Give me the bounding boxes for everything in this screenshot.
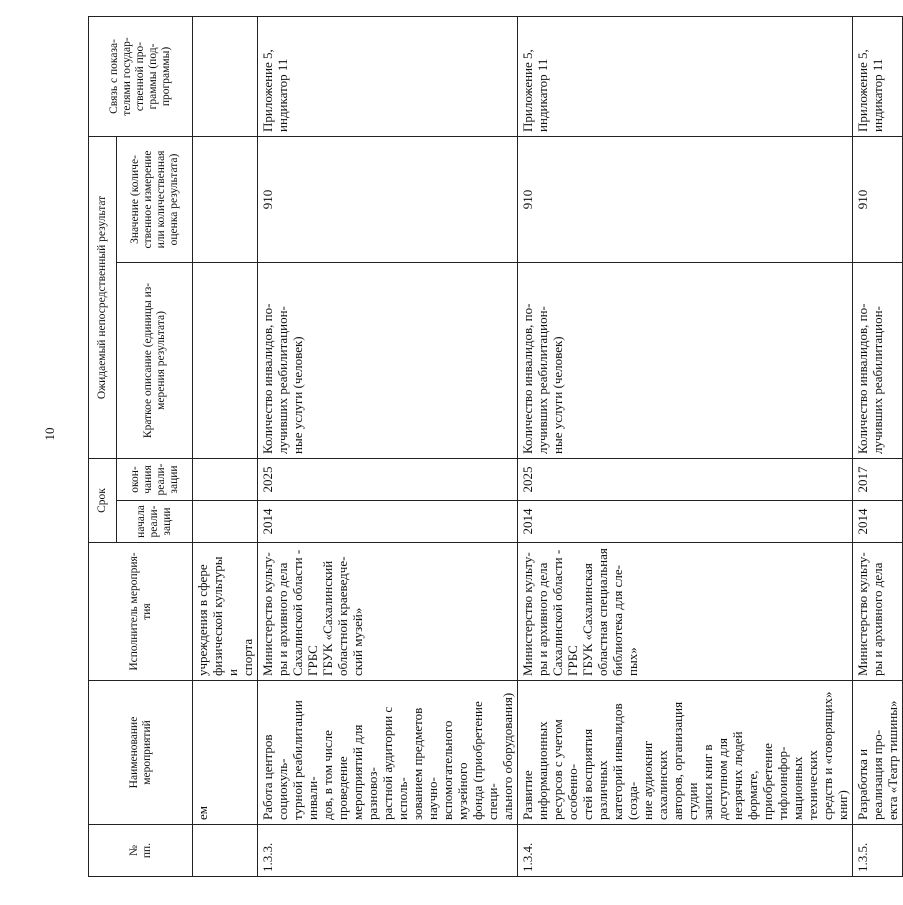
page-number: 10: [42, 427, 57, 441]
row-value: [193, 136, 258, 262]
row-end: 2025: [518, 458, 853, 500]
table-row: [193, 16, 258, 876]
row-executor: Министерство культу- ры и архивного дела Сахалинской области - ГРБС ГБУК «Сахалинская областная специальная библиотека для сле- пых»: [518, 543, 853, 681]
row-name: Развитие информационных ресурсов с учетом особенно- стей восприятия различных категорий инвалидов (созда- ние аудиокниг сахалинских авторов, организация студии записи книг в доступном для незрячих людей формате, приобретение тифлоинфор- мационных технических средств и «говорящих» книг): [518, 681, 853, 825]
row-value: 910: [518, 136, 853, 262]
header-result: Ожидаемый непосредственный результат: [89, 136, 117, 458]
table-row: [518, 16, 853, 876]
row-num: 1.3.4.: [518, 825, 853, 877]
row-start: 2014: [518, 501, 853, 543]
header-program-link: Связь с показа- телями государ- ственной про- граммы (под- программы): [89, 16, 193, 136]
row-end: 2017: [853, 458, 903, 500]
row-start: [193, 501, 258, 543]
row-num: [193, 825, 258, 877]
row-end: [193, 458, 258, 500]
row-program-link: [193, 16, 258, 136]
row-description: Количество инвалидов, по- лучивших реабилитацион- ные услуги (человек): [258, 262, 518, 458]
header-row-top: [89, 16, 117, 876]
row-start: 2014: [853, 501, 903, 543]
header-description: Краткое описание (единицы из- мерения результата): [117, 262, 193, 458]
header-num: № пп.: [89, 825, 193, 877]
row-name: Разработка и реализация про- екта «Театр тишины»: [853, 681, 903, 825]
table-row: [258, 16, 518, 876]
row-end: 2025: [258, 458, 518, 500]
header-value: Значение (количе- ственное измерение или количественная оценка результата): [117, 136, 193, 262]
measures-table: [88, 16, 903, 877]
row-description: Количество инвалидов, по- лучивших реабилитацион- ные услуги (человек): [518, 262, 853, 458]
row-executor: учреждения в сфере физической культуры и спорта: [193, 543, 258, 681]
row-program-link: Приложение 5, индикатор 11: [258, 16, 518, 136]
header-executor: Исполнитель мероприя- тия: [89, 543, 193, 681]
row-value: 910: [258, 136, 518, 262]
measures-table-sheet: [88, 17, 900, 877]
header-name: Наименование мероприятий: [89, 681, 193, 825]
row-description: [193, 262, 258, 458]
row-start: 2014: [258, 501, 518, 543]
row-description: Количество инвалидов, по- лучивших реабилитацион-: [853, 262, 903, 458]
header-start: начала реали- зации: [117, 501, 193, 543]
row-num: 1.3.5.: [853, 825, 903, 877]
table-row: [853, 16, 903, 876]
row-program-link: Приложение 5, индикатор 11: [518, 16, 853, 136]
header-term: Срок: [89, 458, 117, 542]
row-executor: Министерство культу- ры и архивного дела: [853, 543, 903, 681]
row-name: ем: [193, 681, 258, 825]
header-end: окон- чания реали- зации: [117, 458, 193, 500]
row-name: Работа центров социокуль- турной реабилитации инвали- дов, в том числе проведение мероприятий для разновоз- растной аудитории с исполь- зованием предметов научно- вспомогательного музейного фонда (приобретение специ- ального оборудования): [258, 681, 518, 825]
row-num: 1.3.3.: [258, 825, 518, 877]
row-value: 910: [853, 136, 903, 262]
row-program-link: Приложение 5, индикатор 11: [853, 16, 903, 136]
row-executor: Министерство культу- ры и архивного дела Сахалинской области - ГРБС ГБУК «Сахалинский областной краеведче- ский музей»: [258, 543, 518, 681]
